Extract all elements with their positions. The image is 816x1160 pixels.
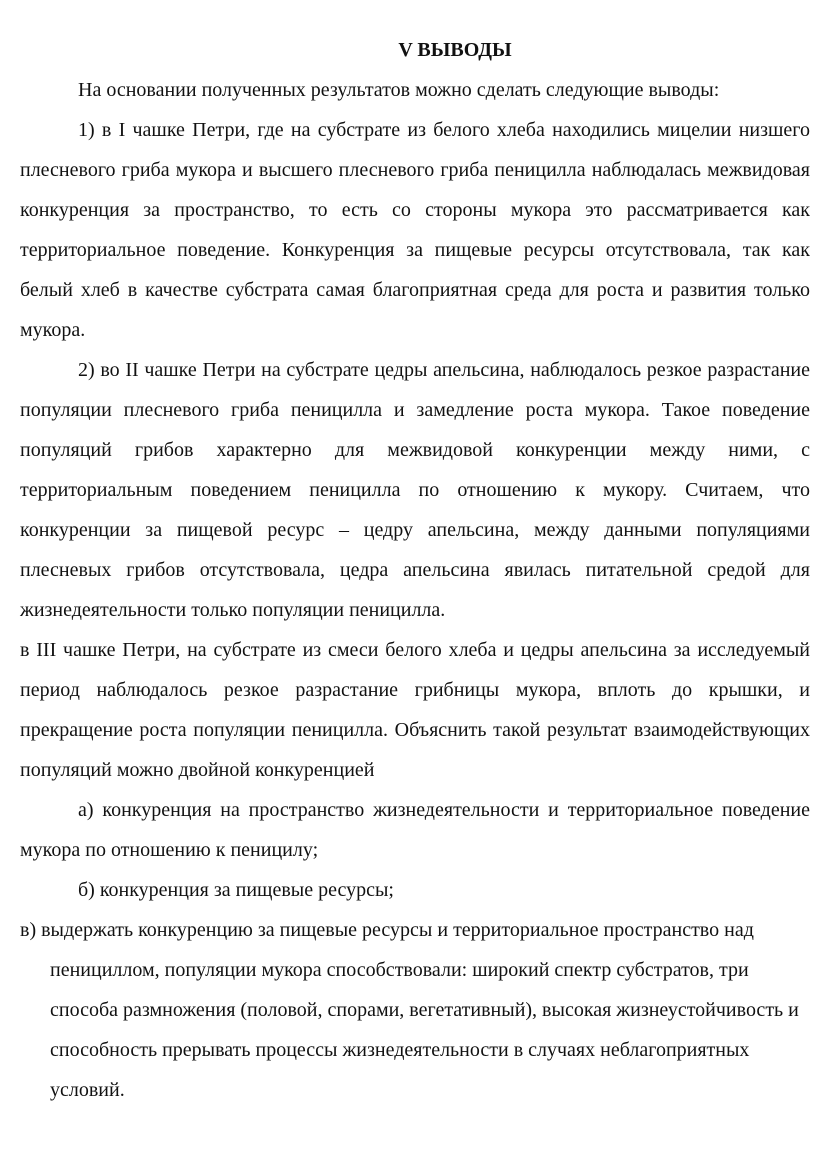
subitem-c: в) выдержать конкуренцию за пищевые ресурсы и территориальное пространство над пенициллом, популяции мукора способствовали: широкий спектр субстратов, три способа размножения (половой, спорами, вегетативный), высокая жизнеустойчивость и способность прерывать процессы жизнедеятельности в случаях неблагоприятных условий. [20, 919, 799, 1101]
subitem-b: б) конкуренция за пищевые ресурсы; [78, 879, 394, 901]
conclusion-item-2: 2) во II чашке Петри на субстрате цедры апельсина, наблюдалось резкое разрастание популяции плесневого гриба пеницилла и замедление роста мукора. Такое поведение популяций грибов характерно для межвидовой конкуренции между ними, с территориальным поведением пеницилла по отношению к мукору. Считаем, что конкуренции за пищевой ресурс – цедру апельсина, между данными популяциями плесневых грибов отсутствовала, цедра апельсина явилась питательной средой для жизнедеятельности только популяции пеницилла. [20, 359, 810, 621]
conclusion-item-1: 1) в I чашке Петри, где на субстрате из белого хлеба находились мицелии низшего плесневого гриба мукора и высшего плесневого гриба пеницилла наблюдалась межвидовая конкуренция за пространство, то есть со стороны мукора это рассматривается как территориальное поведение. Конкуренция за пищевые ресурсы отсутствовала, так как белый хлеб в качестве субстрата самая благоприятная среда для роста и развития только мукора. [20, 119, 810, 341]
document-page [20, 30, 810, 1110]
conclusion-item-3: в III чашке Петри, на субстрате из смеси белого хлеба и цедры апельсина за исследуемый период наблюдалось резкое разрастание грибницы мукора, вплоть до крышки, и прекращение роста популяции пеницилла. Объяснить такой результат взаимодействующих популяций можно двойной конкуренцией [20, 639, 810, 781]
intro-paragraph: На основании полученных результатов можно сделать следующие выводы: [78, 79, 720, 101]
section-heading: V ВЫВОДЫ [398, 39, 512, 61]
subitem-a: а) конкуренция на пространство жизнедеятельности и территориальное поведение мукора по отношению к пеницилу; [20, 799, 810, 861]
